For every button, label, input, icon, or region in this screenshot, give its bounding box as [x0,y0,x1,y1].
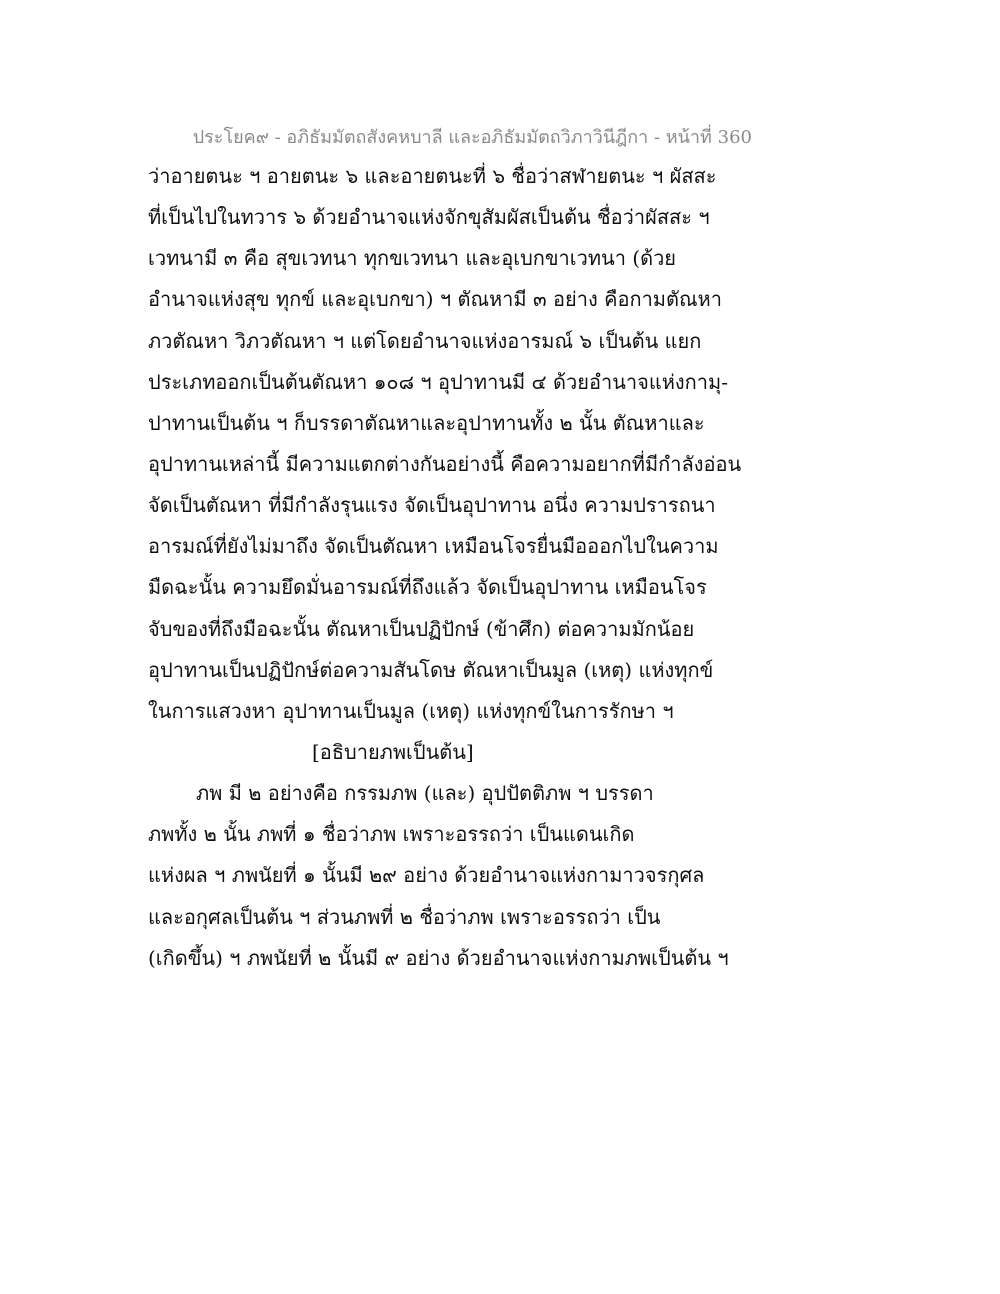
text-line: มืดฉะนั้น ความยึดมั่นอารมณ์ที่ถึงแล้ว จัดเป็นอุปาทาน เหมือนโจร [148,575,707,600]
text-line: อุปาทานเป็นปฏิปักษ์ต่อความสันโดษ ตัณหาเป็นมูล (เหตุ) แห่งทุกข์ [148,657,714,682]
text-line: ในการแสวงหา อุปาทานเป็นมูล (เหตุ) แห่งทุกข์ในการรักษา ฯ [148,698,674,723]
section-heading: [อธิบายภพเป็นต้น] [312,739,474,764]
paragraph-first-line: ภพ มี ๒ อย่างคือ กรรมภพ (และ) อุปปัตติภพ ฯ บรรดา [196,781,654,806]
text-line: จับของที่ถึงมือฉะนั้น ตัณหาเป็นปฏิปักษ์ (ข้าศึก) ต่อความมักน้อย [148,616,695,641]
running-header: ประโยค๙ - อภิธัมมัตถสังคหบาลี และอภิธัมมัตถวิภาวินีฎีกา - หน้าที่ 360 [192,127,752,148]
text-line: เวทนามี ๓ คือ สุขเวทนา ทุกขเวทนา และอุเบกขาเวทนา (ด้วย [148,246,677,271]
text-line: อำนาจแห่งสุข ทุกข์ และอุเบกขา) ฯ ตัณหามี ๓ อย่าง คือกามตัณหา [148,287,722,312]
text-line: อุปาทานเหล่านี้ มีความแตกต่างกันอย่างนี้ คือความอยากที่มีกำลังอ่อน [148,451,742,476]
text-line: อารมณ์ที่ยังไม่มาถึง จัดเป็นตัณหา เหมือนโจรยื่นมือออกไปในความ [148,534,719,559]
text-line: ว่าอายตนะ ฯ อายตนะ ๖ และอายตนะที่ ๖ ชื่อว่าสฬายตนะ ฯ ผัสสะ [148,164,717,188]
text-line: ที่เป็นไปในทวาร ๖ ด้วยอำนาจแห่งจักขุสัมผัสเป็นต้น ชื่อว่าผัสสะ ฯ [148,205,710,230]
text-line: แห่งผล ฯ ภพนัยที่ ๑ นั้นมี ๒๙ อย่าง ด้วยอำนาจแห่งกามาวจรกุศล [148,863,705,888]
text-line: (เกิดขึ้น) ฯ ภพนัยที่ ๒ นั้นมี ๙ อย่าง ด้วยอำนาจแห่งกามภพเป็นต้น ฯ [148,945,729,970]
text-line: และอกุศลเป็นต้น ฯ ส่วนภพที่ ๒ ชื่อว่าภพ เพราะอรรถว่า เป็น [148,904,661,929]
text-line: ภพทั้ง ๒ นั้น ภพที่ ๑ ชื่อว่าภพ เพราะอรรถว่า เป็นแดนเกิด [148,822,635,847]
text-line: ภวตัณหา วิภวตัณหา ฯ แต่โดยอำนาจแห่งอารมณ์ ๖ เป็นต้น แยก [148,328,702,353]
text-line: จัดเป็นตัณหา ที่มีกำลังรุนแรง จัดเป็นอุปาทาน อนึ่ง ความปรารถนา [148,493,716,518]
body-text [148,156,748,979]
text-line: ปาทานเป็นต้น ฯ ก็บรรดาตัณหาและอุปาทานทั้ง ๒ นั้น ตัณหาและ [148,410,705,435]
text-line: ประเภทออกเป็นต้นตัณหา ๑๐๘ ฯ อุปาทานมี ๔ ด้วยอำนาจแห่งกามุ- [148,369,728,394]
